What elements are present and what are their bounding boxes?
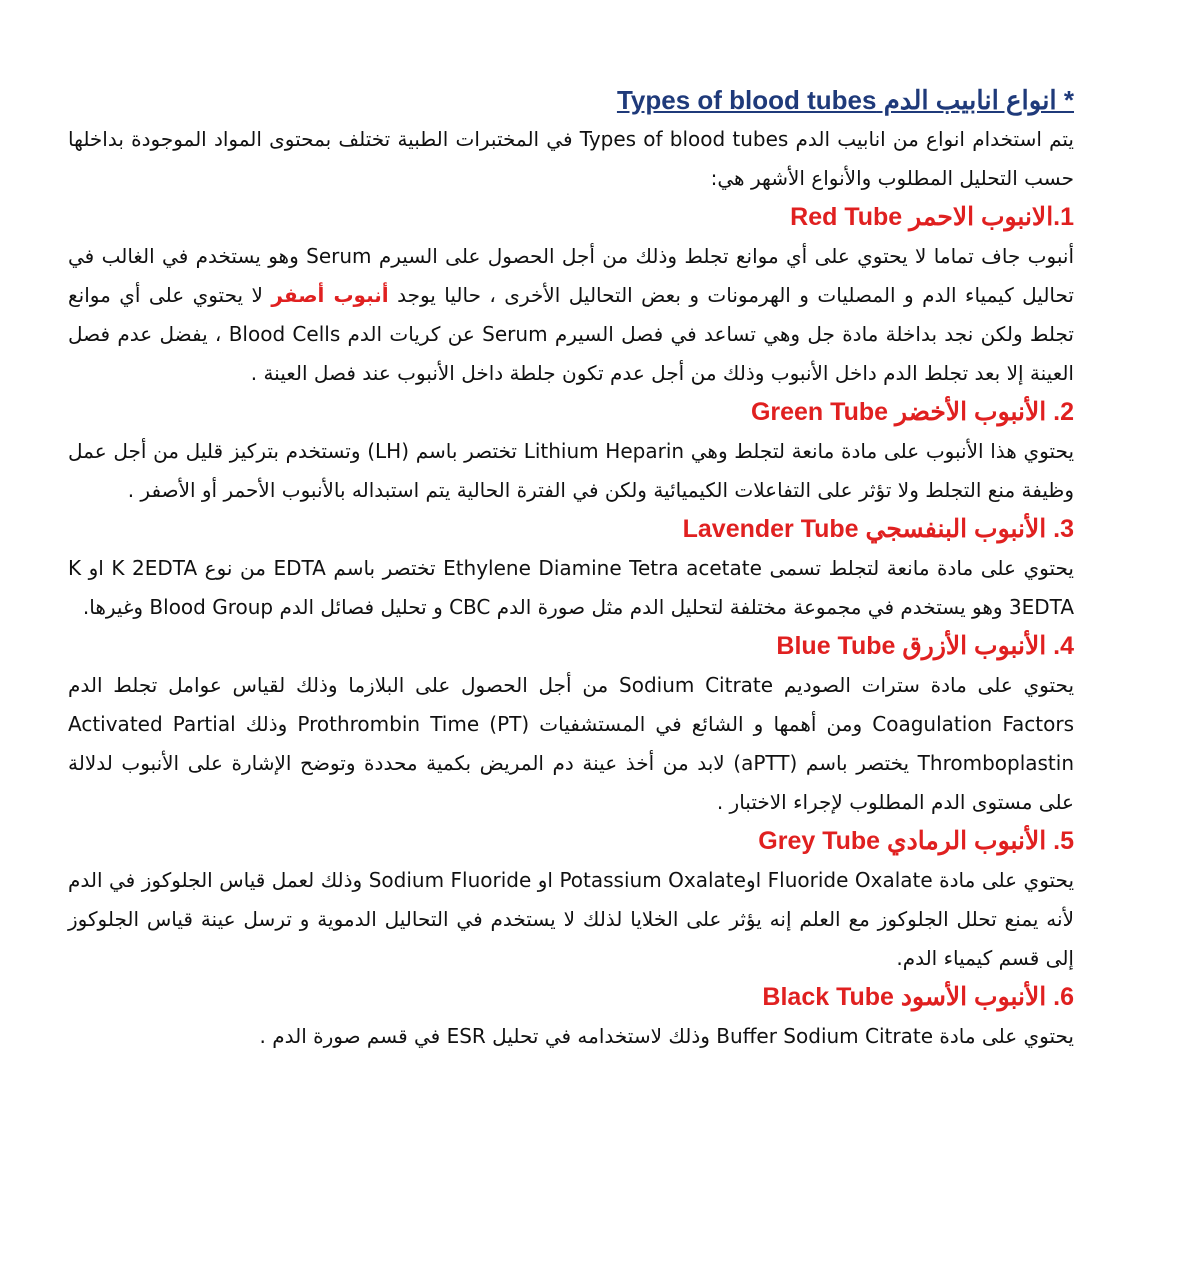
red-tube-text-part-2: لا يحتوي على أي موانع تجلط ولكن نجد بداخلة مادة جل وهي تساعد في فصل السيرم Serum عن كريات الدم Blood Cells ، يفضل عدم فصل العينة إلا بعد تجلط الدم داخل الأنبوب وذلك من أجل عدم تكون جلطة داخل الأنبوب عند فصل العينة . — [68, 283, 1074, 385]
section-heading-green-tube: 2. الأنبوب الأخضر Green Tube — [750, 398, 1074, 426]
yellow-tube-highlight: أنبوب أصفر — [271, 283, 389, 307]
section-body-blue-tube: يحتوي على مادة سترات الصوديم Sodium Citrate من أجل الحصول على البلازما وذلك لقياس عوامل تجلط الدم Coagulation Factors ومن أهمها و الشائع في المستشفيات Prothrombin Time (PT) وذلك Activated Partial Thromboplastin يختصر باسم (aPTT) لابد من أخذ عينة دم المريض بكمية محددة وتوضح الإشارة على الأنبوب لدلالة على مستوى الدم المطلوب لإجراء الاختبار . — [68, 673, 1075, 814]
red-tube-text-part-1: أنبوب جاف تماما لا يحتوي على أي موانع تجلط وذلك من أجل الحصول على السيرم Serum وهو يستخدم في الغالب في تحاليل كيمياء الدم و المصليات و الهرمونات و بعض التحاليل الأخرى ، حاليا يوجد — [68, 244, 1074, 307]
section-heading-red-tube: 1.الانبوب الاحمر Red Tube — [790, 203, 1074, 231]
intro-paragraph: يتم استخدام انواع من انابيب الدم Types of blood tubes في المختبرات الطبية تختلف بمحتوى المواد الموجودة بداخلها حسب التحليل المطلوب والأنواع الأشهر هي: — [68, 127, 1074, 190]
section-body-green-tube: يحتوي هذا الأنبوب على مادة مانعة لتجلط وهي Lithium Heparin تختصر باسم (LH) وتستخدم بتركيز قليل من أجل عمل وظيفة منع التجلط ولا تؤثر على التفاعلات الكيميائية ولكن في الفترة الحالية يتم استبداله بالأنبوب الأحمر أو الأصفر . — [68, 439, 1075, 502]
section-body-lavender-tube: يحتوي على مادة مانعة لتجلط تسمى Ethylene Diamine Tetra acetate تختصر باسم EDTA من نوع K 2EDTA او K 3EDTA وهو يستخدم في مجموعة مختلفة لتحليل الدم مثل صورة الدم CBC و تحليل فصائل الدم Blood Group وغيرها. — [68, 556, 1074, 619]
section-heading-black-tube: 6. الأنبوب الأسود Black Tube — [762, 983, 1074, 1011]
section-heading-grey-tube: 5. الأنبوب الرمادي Grey Tube — [758, 827, 1074, 855]
section-body-red-tube — [68, 237, 1074, 393]
section-body-black-tube: يحتوي على مادة Buffer Sodium Citrate وذلك لاستخدامه في تحليل ESR في قسم صورة الدم . — [259, 1024, 1074, 1048]
document-body — [68, 80, 1074, 1056]
section-body-grey-tube: يحتوي على مادة Fluoride Oxalate اوPotassium Oxalate او Sodium Fluoride وذلك لعمل قياس الجلوكوز في الدم لأنه يمنع تحلل الجلوكوز مع العلم إنه يؤثر على الخلايا لذلك لا يستخدم في التحاليل الدموية و ترسل عينة قياس الجلوكوز إلى قسم كيمياء الدم. — [68, 868, 1075, 970]
section-heading-lavender-tube: 3. الأنبوب البنفسجي Lavender Tube — [682, 515, 1074, 543]
section-heading-blue-tube: 4. الأنبوب الأزرق Blue Tube — [776, 632, 1074, 660]
document-title: * انواع انابيب الدم Types of blood tubes — [616, 85, 1074, 115]
